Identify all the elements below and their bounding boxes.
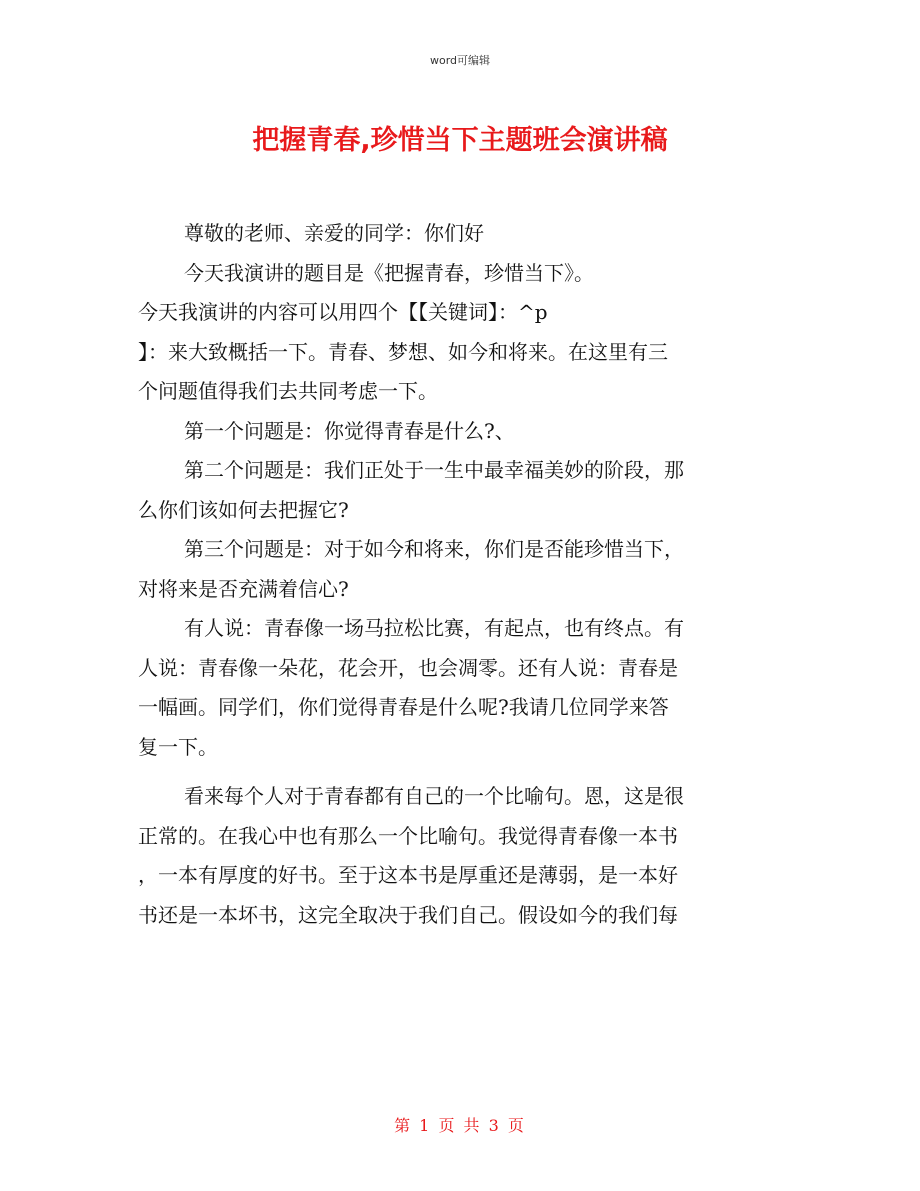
paragraph-line: 今天我演讲的题目是《把握青春，珍惜当下》。 [184,260,594,285]
paragraph-line: 个问题值得我们去共同考虑一下。 [138,379,438,403]
paragraph-line: 么你们该如何去把握它? [138,497,349,522]
paragraph-line: 对将来是否充满着信心? [138,576,349,601]
paragraph-line: 今天我演讲的内容可以用四个【【关键词】：^p [138,300,548,324]
page-footer: 第 1 页 共 3 页 [394,1116,526,1135]
page-title: 把握青春,珍惜当下主题班会演讲稿 [252,125,668,156]
document-body [138,214,783,935]
paragraph-line: 正常的。在我心中也有那么一个比喻句。我觉得青春像一本书 [138,823,678,848]
header-note: word可编辑 [429,54,491,67]
paragraph-line: 第二个问题是：我们正处于一生中最幸福美妙的阶段，那 [184,458,684,482]
paragraph-line: 书还是一本坏书，这完全取决于我们自己。假设如今的我们每 [138,902,678,927]
paragraph-gap [138,767,783,777]
paragraph-line: 】：来大致概括一下。青春、梦想、如今和将来。在这里有三 [138,339,668,364]
paragraph-line: 复一下。 [138,734,218,759]
paragraph-line: 尊敬的老师、亲爱的同学：你们好 [184,221,484,245]
paragraph-line: 一幅画。同学们，你们觉得青春是什么呢?我请几位同学来答 [138,695,669,719]
paragraph-line: 第一个问题是：你觉得青春是什么?、 [184,418,515,443]
paragraph-line: 有人说：青春像一场马拉松比赛，有起点，也有终点。有 [184,616,684,640]
paragraph-line: 第三个问题是：对于如今和将来，你们是否能珍惜当下， [184,537,684,561]
paragraph-line: 看来每个人对于青春都有自己的一个比喻句。恩，这是很 [184,784,684,808]
paragraph-line: 人说：青春像一朵花，花会开，也会凋零。还有人说：青春是 [138,655,678,680]
paragraph-line: ，一本有厚度的好书。至于这本书是厚重还是薄弱，是一本好 [138,863,678,887]
